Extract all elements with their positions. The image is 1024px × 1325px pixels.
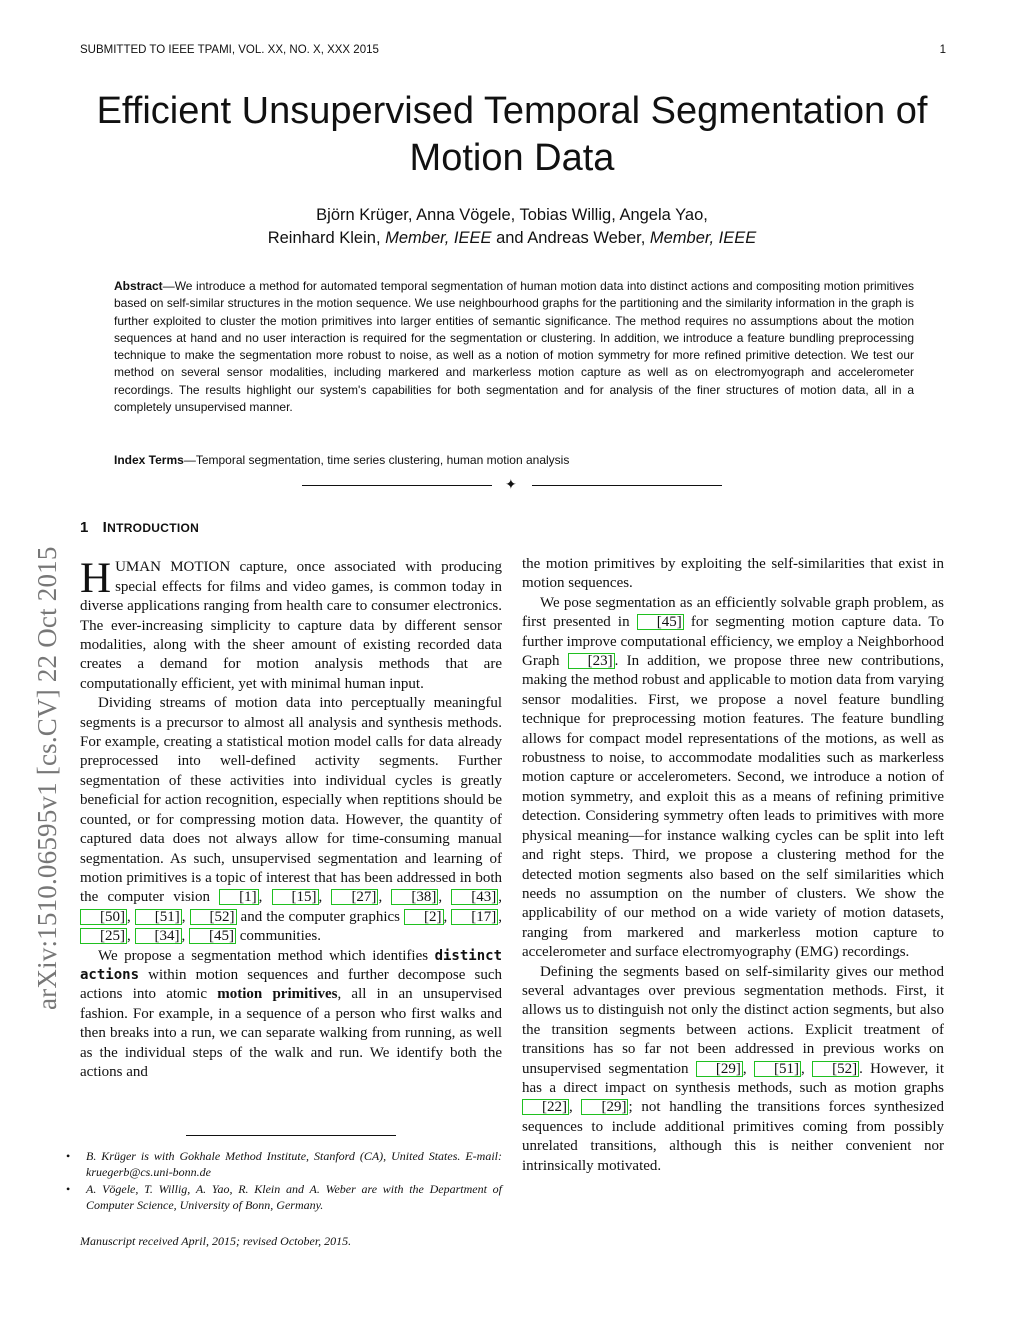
citation-link[interactable]: [22]: [522, 1099, 569, 1115]
paragraph-text: We propose a segmentation method which identifies: [98, 947, 435, 964]
footnote-item: [66, 1182, 502, 1213]
paragraph: [80, 555, 502, 694]
citation-link[interactable]: [25]: [80, 928, 127, 944]
left-column: [80, 518, 502, 1082]
footnote-text: A. Vögele, T. Willig, A. Yao, R. Klein and A. Weber are with the Department of Computer Science, University of Bonn, Germany.: [86, 1182, 502, 1212]
author-name: and Andreas Weber,: [491, 229, 650, 247]
section-separator: [302, 476, 722, 496]
drop-cap: H: [80, 555, 112, 603]
citation-link[interactable]: [1]: [219, 889, 259, 905]
citation-link[interactable]: [23]: [568, 653, 615, 669]
right-column: [522, 555, 944, 1176]
arxiv-side-stamp: arXiv:1510.06595v1 [cs.CV] 22 Oct 2015: [32, 546, 62, 1010]
citation-link[interactable]: [51]: [135, 909, 182, 925]
citation-link[interactable]: [34]: [135, 928, 182, 944]
paragraph-text: We pose segmentation as an efficiently solvable graph problem, as first presented in: [522, 594, 944, 631]
citation-link[interactable]: [52]: [190, 909, 237, 925]
section-title: NTRODUCTION: [107, 521, 200, 535]
paragraph-text: , all in an unsupervised fashion. For example, in a sequence of a person who first walks and then breaks into a run, we can separate walking from running, as well as the individual steps of the walk and run. We identify both the actions and: [80, 986, 502, 1080]
paragraph-text: Defining the segments based on self-similarity gives our method several advantages over previous segmentation methods. First, it allows us to distinguish not only the distinct action segments, but also the transition segments between actions. Explicit treatment of transitions has so far not been addressed in previous works on unsupervised segmentation: [522, 963, 944, 1077]
paragraph-text: for segmenting motion capture data. To further improve computational efficiency, we employ a Neighborhood Graph: [522, 614, 944, 670]
abstract-label: Abstract: [114, 279, 163, 293]
index-terms-text: —Temporal segmentation, time series clustering, human motion analysis: [183, 453, 570, 467]
paragraph: Defining the segments based on self-similarity gives our method several advantages over previous segmentation methods. First, it allows us to distinguish not only the distinct action segments, but also the transition segments between actions. Explicit treatment of transitions has so far not been addressed in previous works on unsupervised segmentation [29] , [51] , [52] . However, it has a direct impact on synthesis methods, such as motion graphs [22] , [29] ; not handling the transitions forces synthesized sequences to include additional primitives coming from possibly unrelated transitions, although this is neither convenient nor intrinsically motivated.: [522, 963, 945, 1174]
paragraph: [522, 555, 944, 594]
citation-link[interactable]: [15]: [272, 889, 319, 905]
paragraph: [522, 594, 944, 963]
paragraph-text: the motion primitives by exploiting the self-similarities that exist in motion sequences.: [522, 556, 944, 592]
footnote-item: [66, 1149, 502, 1180]
paragraph-text: and the computer graphics: [236, 908, 405, 925]
paragraph-text: . However, it has a direct impact on synthesis methods, such as motion graphs: [522, 1060, 945, 1096]
paragraph-text: ; not handling the transitions forces synthesized sequences to include additional primitives coming from possibly unrelated transitions, although this is neither convenient nor intrinsically motivated.: [522, 1099, 945, 1174]
abstract: [114, 278, 914, 416]
paragraph-text: communities.: [236, 928, 321, 945]
citation-link[interactable]: [45]: [189, 928, 236, 944]
paragraph-text: . In addition, we propose three new contributions, making the method robust and applicable to motion data from varying sensor modalities. First, we propose a novel feature bundling technique for preprocessing motion features. The feature bundling allows for compact model representations of the motions, as well as robustness to noise, to accommodate modalities such as markerless motion capture or accelerometers. Second, we introduce a notion of motion symmetry, and exploit this as a means of refining primitive detection. Considering symmetry often leads to primitives with more physical meaning—for instance walking cycles can be split into left and right steps. Third, we propose a clustering method for the detected motion segments also based on the self similarities which needs no assumption on the number of clusters. We show the applicability of our method on a wide variety of motion datasets, ranging from markered and markerless motion capture to accelerometer and surface electromyography (EMG) recordings.: [522, 653, 944, 961]
bullet-icon: •: [66, 1149, 71, 1163]
citation-link[interactable]: [27]: [331, 889, 378, 905]
section-heading: [80, 518, 502, 538]
section-number: 1: [80, 519, 89, 536]
index-terms-label: Index Terms: [114, 453, 184, 467]
citation-link[interactable]: [29]: [581, 1099, 628, 1115]
lead-in-smallcaps: UMAN MOTION: [115, 559, 231, 576]
citation-link[interactable]: [45]: [637, 614, 684, 630]
author-list: [60, 204, 964, 250]
citation-link[interactable]: [29]: [696, 1061, 743, 1077]
citation-link[interactable]: [2]: [404, 909, 444, 925]
paper-title: Efficient Unsupervised Temporal Segmentation of Motion Data: [96, 90, 928, 179]
paragraph: Dividing streams of motion data into perceptually meaningful segments is a precursor to almost all analysis and synthesis methods. For example, creating a statistical motion model calls for data already preprocessed into well-defined activity segments. Further segmentation of these activities into individual cycles is greatly beneficial for action recognition, especially when reptitions should be counted, or for compressing motion data. However, the quantity of captured data does not always allow for time-consuming manual segmentation. As such, unsupervised segmentation and learning of motion primitives is a topic of interest that has been addressed in both the computer vision [1] , [15] , [27] , [38] , [43] , [50] , [51] , [52] and the computer graphics [2] , [17] , [25] , [34] , [45] communities.: [80, 695, 503, 945]
manuscript-note: Manuscript received April, 2015; revised October, 2015.: [80, 1234, 352, 1248]
citation-link[interactable]: [17]: [451, 909, 498, 925]
footnote-text: B. Krüger is with Gokhale Method Institute, Stanford (CA), United States. E-mail: kruegerb@cs.uni-bonn.de: [86, 1149, 502, 1179]
journal-header: SUBMITTED TO IEEE TPAMI, VOL. XX, NO. X, XXX 2015: [80, 44, 379, 56]
paragraph: [80, 947, 502, 1083]
citation-link[interactable]: [38]: [391, 889, 438, 905]
footnotes: [66, 1149, 502, 1215]
footnote-rule: [186, 1135, 396, 1136]
author-membership: Member, IEEE: [649, 229, 757, 247]
author-name: Reinhard Klein,: [267, 229, 386, 247]
citation-link[interactable]: [43]: [451, 889, 498, 905]
abstract-text: —We introduce a method for automated temporal segmentation of human motion data into distinct actions and compositing motion primitives based on self-similar structures in the motion sequence. We use neighbourhood graphs for the partitioning and the similarity information in the graph is further exploited to cluster the motion primitives into larger entities of semantic significance. The method requires no assumptions about the motion sequences at hand and no user interaction is required for the segmentation or clustering. In addition, we introduce a feature bundling preprocessing technique to make the segmentation more robust to noise, as well as a notion of motion symmetry for more refined primitive detection. We test our method on several sensor modalities, including markered and markerless motion capture as well as on electromyograph and accelerometer recordings. The results highlight our system's capabilities for both segmentation and for analysis of the finer structures of motion data, all in a completely unsupervised manner.: [114, 279, 914, 415]
citation-link[interactable]: [51]: [754, 1061, 801, 1077]
author-line-1: Björn Krüger, Anna Vögele, Tobias Willig, Angela Yao,: [316, 206, 708, 224]
paragraph-text: Dividing streams of motion data into perceptually meaningful segments is a precursor to almost all analysis and synthesis methods. For example, creating a statistical motion model calls for data already preprocessed into well-defined activity segments. Further segmentation of these activities into individual cycles is greatly beneficial for action recognition, especially when reptitions should be counted, or for compressing motion data. However, the quantity of captured data does not always allow for time-consuming manual segmentation. As such, unsupervised segmentation and learning of motion primitives is a topic of interest that has been addressed in both the computer vision: [80, 695, 502, 906]
emphasis-term: distinct actions: [80, 947, 502, 983]
page-number: 1: [939, 44, 946, 56]
section-title-initial: I: [102, 519, 108, 536]
citation-link[interactable]: [50]: [80, 909, 127, 925]
separator-rule-right: [532, 485, 722, 486]
author-membership: Member, IEEE: [385, 229, 492, 247]
author-line-2: [60, 227, 964, 250]
running-head: [80, 44, 946, 56]
separator-rule-left: [302, 485, 492, 486]
citation-link[interactable]: [52]: [812, 1061, 859, 1077]
bullet-icon: •: [66, 1182, 71, 1196]
paragraph-text: within motion sequences and further decompose such actions into atomic: [80, 966, 502, 1003]
index-terms: [114, 452, 914, 469]
separator-diamond-icon: ✦: [505, 478, 517, 493]
paragraph-text: capture, once associated with producing special effects for films and video games, is common today in diverse applications ranging from health care to consumer electronics. The ever-increasing simplicity to capture data by different sensor modalities, along with the sheer amount of existing recorded data creates a demand for motion analysis methods that are computationally efficient, yet with minimal human input.: [80, 559, 502, 692]
emphasis-term: motion primitives: [217, 986, 338, 1003]
